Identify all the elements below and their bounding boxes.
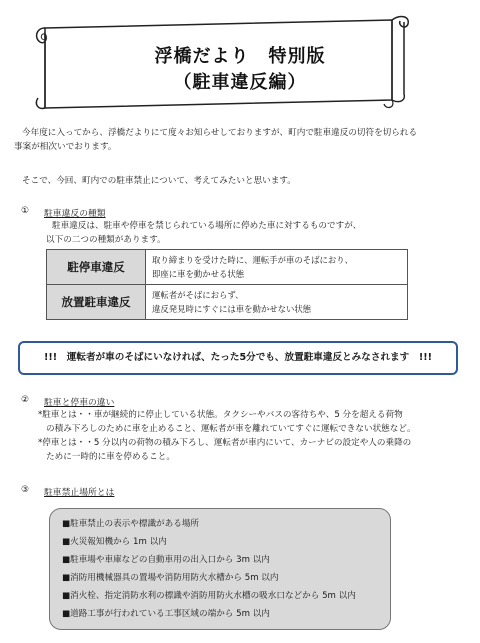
section-1-title: 駐車違反の種類 xyxy=(44,209,106,219)
violation-types-table xyxy=(46,249,408,320)
violation-type-name: 駐停車違反 xyxy=(47,250,146,285)
list-item: ■火災報知機から 1m 以内 xyxy=(62,537,167,547)
banner-subtitle: （駐車違反編） xyxy=(173,72,307,93)
violation-type-desc xyxy=(146,285,408,320)
violation-type-name: 放置駐車違反 xyxy=(47,285,146,320)
intro-line-3: そこで、今回、町内での駐車禁止について、考えてみたいと思います。 xyxy=(22,176,296,186)
section-2-line-3: *停車とは・・5 分以内の荷物の積み下ろし、運転者が車内にいて、カーナビの設定や人の乗降の xyxy=(38,438,412,448)
section-2-title: 駐車と停車の違い xyxy=(44,398,115,408)
section-1-desc-1: 駐車違反は、駐車や停車を禁じられている場所に停めた車に対するものですが、 xyxy=(52,221,362,231)
intro-line-1: 今年度に入ってから、浮橋だよりにて度々お知らせしておりますが、町内で駐車違反の切符を切られる xyxy=(22,128,418,138)
list-item: ■道路工事が行われている工事区域の端から 5m 以内 xyxy=(62,609,270,619)
section-1-desc-2: 以下の二つの種類があります。 xyxy=(46,235,166,245)
prohibited-places-box xyxy=(49,508,391,630)
section-3-number: ③ xyxy=(21,485,29,495)
violation-type-desc xyxy=(146,250,408,285)
scroll-banner xyxy=(0,0,480,125)
section-3-title: 駐車禁止場所とは xyxy=(44,488,115,498)
section-1-number: ① xyxy=(21,206,29,216)
violation-type-desc-line: 違反発見時にすぐには車を動かせない状態 xyxy=(152,304,312,314)
section-2-line-2: の積み下ろしのために車を止めること、運転者が車を離れていてすぐに運転できない状態など。 xyxy=(46,424,416,434)
list-item: ■消防用機械器具の置場や消防用防火水槽から 5m 以内 xyxy=(62,573,279,583)
banner-title: 浮橋だより 特別版 xyxy=(154,46,326,67)
list-item: ■駐車場や車庫などの自動車用の出入口から 3m 以内 xyxy=(62,555,270,565)
intro-line-2: 事案が相次いでおります。 xyxy=(14,142,117,152)
list-item: ■消火栓、指定消防水利の標識や消防用防火水槽の吸水口などから 5m 以内 xyxy=(62,591,356,601)
violation-type-desc-line: 取り締まりを受けた時に、運転手が車のそばにおり、 xyxy=(152,255,353,265)
table-row xyxy=(47,285,408,320)
violation-type-desc-line: 即座に車を動かせる状態 xyxy=(152,269,245,279)
section-2-line-4: ために一時的に車を停めること。 xyxy=(46,452,175,462)
section-2-line-1: *駐車とは・・車が継続的に停止している状態。タクシーやバスの客待ちや、5 分を超える荷物 xyxy=(38,410,403,420)
warning-notice: !!! 運転者が車のそばにいなければ、たった5分でも、放置駐車違反とみなされます !!! xyxy=(18,341,458,375)
violation-type-desc-line: 運転者がそばにおらず、 xyxy=(152,290,244,300)
list-item: ■駐車禁止の表示や標識がある場所 xyxy=(62,519,200,529)
table-row xyxy=(47,250,408,285)
section-2-number: ② xyxy=(21,395,29,405)
